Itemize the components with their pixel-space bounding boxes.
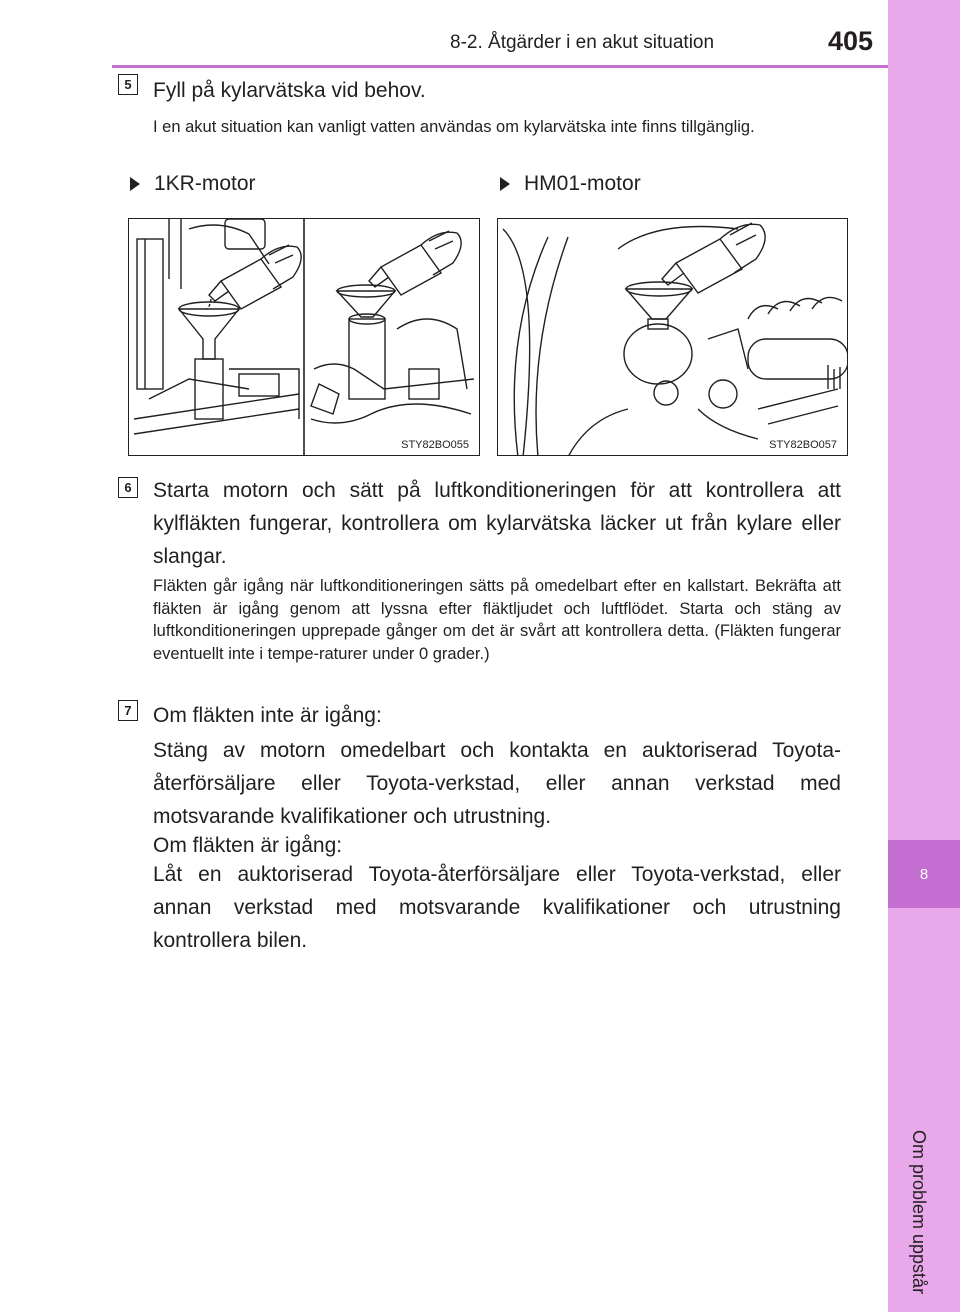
step-7-case1-text: Stäng av motorn omedelbart och kontakta en auktoriserad Toyota-återförsäljare eller Toyota-verkstad, eller annan verkstad med motsvarande kvalifikationer och utrustning.: [153, 739, 841, 828]
section-title: 8-2. Åtgärder i en akut situation: [450, 32, 715, 53]
figure-caption-hm01: [500, 172, 641, 196]
step-7-case2-text: Låt en auktoriserad Toyota-återförsäljare eller Toyota-verkstad, eller annan verkstad med motsvarande kvalifikationer och utrustning kontrollera bilen.: [153, 863, 841, 952]
chapter-title: Om problem uppstår: [909, 1130, 929, 1295]
step-7-badge: 7: [118, 700, 138, 721]
step-5-note: I en akut situation kan vanligt vatten användas om kylarvätska inte finns tillgänglig.: [153, 118, 755, 136]
step-6-badge: 6: [118, 477, 138, 498]
header-rule: [112, 65, 888, 68]
figure-code: STY82BO057: [769, 439, 837, 451]
step-7-case2-heading: Om fläkten är igång:: [153, 834, 343, 857]
step-6-text: Starta motorn och sätt på luftkonditioneringen för att kontrollera att kylfläkten fungerar, kontrollera om kylarvätska läcker ut från kylare eller slangar.: [153, 479, 841, 568]
page-number: 405: [828, 26, 874, 56]
figure-caption-text: 1KR-motor: [154, 172, 256, 195]
chapter-number: 8: [888, 840, 960, 908]
engine-illustration-hm01: [498, 219, 848, 456]
step-6-note: Fläkten går igång när luftkonditioneringen sätts på omedelbart efter en kallstart. Bekräfta att fläkten är igång genom att lyssna efter fläktljudet och luftflödet. Starta och stäng av luftkonditioneringen upprepade gånger om det är svårt att kontrollera detta. (Fläkten fungerar eventuellt inte i tempe-raturer under 0 grader.): [153, 577, 841, 663]
triangle-bullet-icon: [500, 177, 510, 191]
figure-caption-1kr: [130, 172, 256, 196]
figure-code: STY82BO055: [401, 439, 469, 451]
step-5-badge: 5: [118, 74, 138, 95]
step-5-title: Fyll på kylarvätska vid behov.: [153, 79, 426, 102]
figure-1kr-engine: [128, 218, 480, 456]
figure-hm01-engine: [497, 218, 848, 456]
engine-illustration-1kr: [129, 219, 480, 456]
side-tab: [888, 0, 960, 1312]
triangle-bullet-icon: [130, 177, 140, 191]
figure-caption-text: HM01-motor: [524, 172, 641, 195]
step-7-case1-heading: Om fläkten inte är igång:: [153, 704, 382, 727]
